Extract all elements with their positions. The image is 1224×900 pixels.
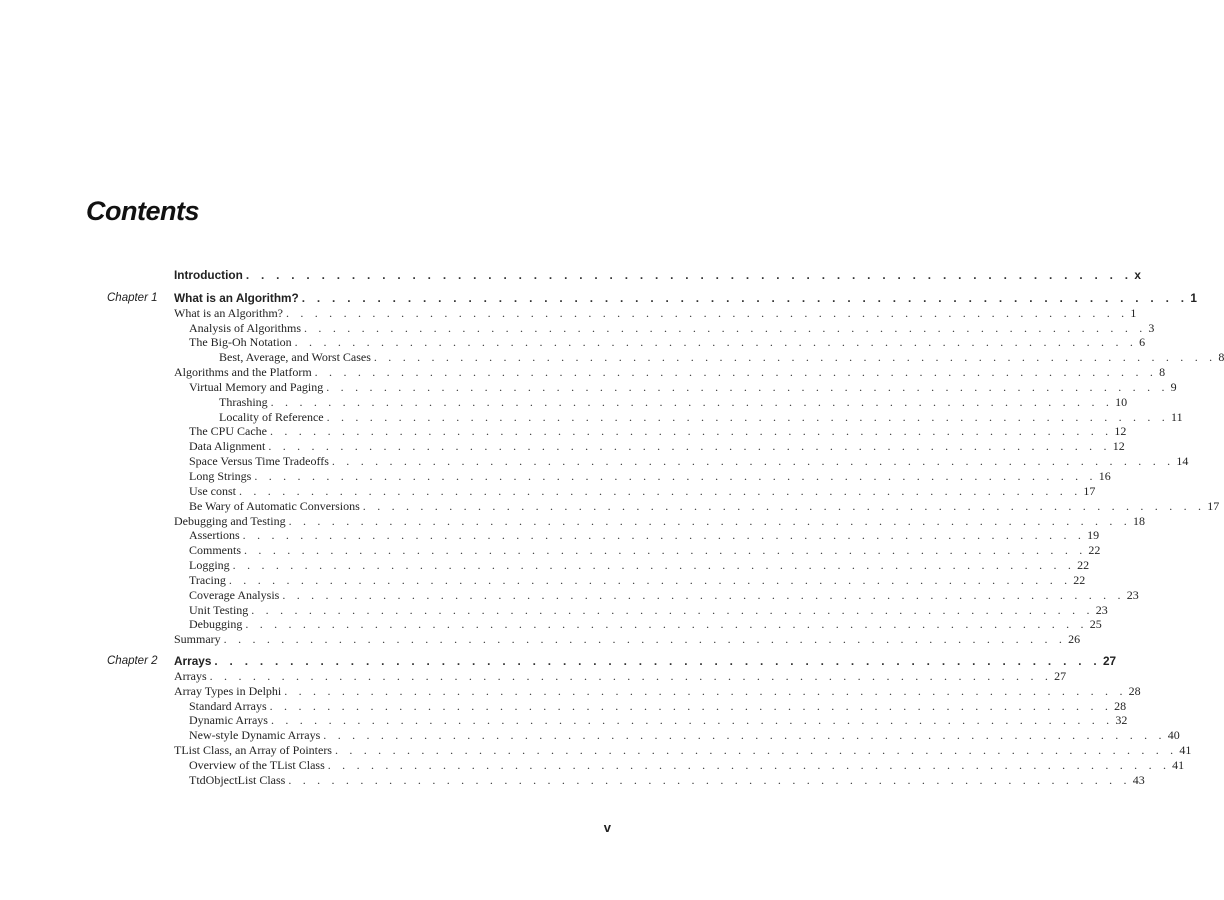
toc-entry-title: Algorithms and the Platform (174, 365, 312, 380)
dot-leader: . . . . . . . . . . . . . . . . . . . . . . . . . . . . . . . . . . . . . . . . . . . . . . . . . . . . . . . . . . . (251, 602, 1094, 617)
dot-leader: . . . . . . . . . . . . . . . . . . . . . . . . . . . . . . . . . . . . . . . . . . . . . . . . . . . . . . . . . . . (331, 454, 1175, 469)
toc-entry-title: TtdObjectList Class (189, 772, 286, 787)
page-number: v (603, 820, 611, 835)
dot-leader: . . . . . . . . . . . . . . . . . . . . . . . . . . . . . . . . . . . . . . . . . . . . . . . . . . . . . . . . . . . (323, 728, 1166, 743)
dot-leader: . . . . . . . . . . . . . . . . . . . . . . . . . . . . . . . . . . . . . . . . . . . . . . . . . . . . . . . . . . . (245, 617, 1088, 632)
dot-leader: . . . . . . . . . . . . . . . . . . . . . . . . . . . . . . . . . . . . . . . . . . . . . . . . . . . . . . . . . . . (288, 513, 1131, 528)
toc-entry-link[interactable] (189, 543, 1101, 558)
toc-row (0, 320, 1155, 336)
toc-row (0, 409, 1183, 425)
toc-entry-title: Be Wary of Automatic Conversions (189, 498, 360, 513)
toc-row (0, 394, 1128, 410)
toc-entry-link[interactable] (189, 728, 1180, 743)
dot-leader: . . . . . . . . . . . . . . . . . . . . . . . . . . . . . . . . . . . . . . . . . . . . . . . . . . . . . . . . . . . (228, 572, 1072, 587)
toc-entry-link[interactable] (219, 409, 1183, 425)
dot-leader: . . . . . . . . . . . . . . . . . . . . . . . . . . . . . . . . . . . . . . . . . . . . . . . . . . . . . . . . . . . (304, 320, 1147, 335)
toc-row (0, 743, 1192, 758)
toc-entry-title: Summary (174, 632, 221, 647)
toc-entry-title: Debugging (189, 617, 243, 632)
toc-row (0, 424, 1127, 439)
toc-row (0, 513, 1145, 529)
toc-entry-title: Locality of Reference (219, 409, 324, 424)
toc-row (0, 528, 1100, 543)
toc-entry-page: 19 (1087, 528, 1100, 543)
toc-entry-link[interactable] (219, 394, 1128, 410)
toc-entry-title: Coverage Analysis (189, 587, 280, 602)
toc-entry-title: Logging (189, 558, 230, 573)
toc-entry-link[interactable] (189, 698, 1127, 714)
toc-entry-page: 23 (1095, 602, 1108, 617)
toc-entry-page: 1 (1190, 290, 1197, 305)
dot-leader: . . . . . . . . . . . . . . . . . . . . . . . . . . . . . . . . . . . . . . . . . . . . . . . . . . . . . . . . . . . (294, 335, 1138, 350)
toc-entry-page: 11 (1171, 409, 1183, 424)
dot-leader: . . . . . . . . . . . . . . . . . . . . . . . . . . . . . . . . . . . . . . . . . . . . . . . . . . . . . . . . . . . (270, 713, 1114, 728)
dot-leader: . . . . . . . . . . . . . . . . . . . . . . . . . . . . . . . . . . . . . . . . . . . . . . . . . . . . . . . . . . . (326, 409, 1170, 424)
toc-entry-title: Dynamic Arrays (189, 713, 268, 728)
toc-entry-page: 41 (1179, 743, 1192, 758)
dot-leader: . . . . . . . . . . . . . . . . . . . . . . . . . . . . . . . . . . . . . . . . . . . . . . . . . . . . . . . . . . . (327, 758, 1171, 772)
dot-leader: . . . . . . . . . . . . . . . . . . . . . . . . . . . . . . . . . . . . . . . . . . . . . . . . . . . . . . . . . . . (214, 654, 1101, 669)
toc-entry-page: 32 (1115, 713, 1128, 728)
dot-leader: . . . . . . . . . . . . . . . . . . . . . . . . . . . . . . . . . . . . . . . . . . . . . . . . . . . . . . . . . . . (268, 439, 1111, 454)
toc-entry-link[interactable] (174, 268, 1141, 283)
toc-row (0, 543, 1101, 558)
toc-entry-title: TList Class, an Array of Pointers (174, 743, 332, 758)
toc-entry-link[interactable] (174, 683, 1141, 699)
toc-entry-link[interactable] (189, 772, 1145, 788)
dot-leader: . . . . . . . . . . . . . . . . . . . . . . . . . . . . . . . . . . . . . . . . . . . . . . . . . . . . . . . . . . . (244, 543, 1087, 558)
toc-entry-page: 22 (1088, 543, 1101, 558)
toc-entry-link[interactable] (189, 758, 1185, 773)
dot-leader: . . . . . . . . . . . . . . . . . . . . . . . . . . . . . . . . . . . . . . . . . . . . . . . . . . . . . . . . . . . (288, 772, 1131, 787)
toc-entry-title: Overview of the TList Class (189, 758, 325, 772)
toc-entry-link[interactable] (174, 513, 1145, 529)
toc-row (0, 758, 1185, 773)
toc-row (0, 698, 1127, 714)
toc-entry-page: 27 (1102, 654, 1117, 669)
toc-entry-link[interactable] (174, 632, 1081, 647)
toc-chapter-heading (0, 290, 1197, 306)
toc-entry-page: 8 (1218, 350, 1224, 365)
dot-leader: . . . . . . . . . . . . . . . . . . . . . . . . . . . . . . . . . . . . . . . . . . . . . . . . . . . . . . . . . . . (326, 379, 1169, 394)
toc-entry-title: Introduction (174, 268, 243, 282)
toc-entry-link[interactable] (189, 424, 1127, 439)
toc-entry-title: The Big-Oh Notation (189, 335, 292, 350)
toc-entry-link[interactable] (189, 454, 1189, 469)
toc-entry-link[interactable] (189, 713, 1128, 728)
toc-entry-link[interactable] (189, 335, 1146, 350)
dot-leader: . . . . . . . . . . . . . . . . . . . . . . . . . . . . . . . . . . . . . . . . . . . . . . . . . . . . . . . . . . . (314, 365, 1158, 380)
toc-entry-page: 17 (1083, 483, 1096, 498)
toc-entry-link[interactable] (189, 528, 1100, 543)
toc-entry-link[interactable] (189, 602, 1108, 618)
toc-entry-page: 12 (1112, 439, 1125, 454)
toc-introduction (0, 268, 1141, 283)
toc-entry-link[interactable] (189, 498, 1220, 514)
toc-entry-title: Unit Testing (189, 602, 249, 617)
toc-row (0, 335, 1146, 350)
toc-row (0, 587, 1139, 603)
toc-entry-page: 25 (1089, 617, 1102, 632)
toc-entry-link[interactable] (174, 668, 1067, 684)
toc-entry-page: 9 (1170, 379, 1177, 394)
toc-row (0, 668, 1067, 684)
toc-row (0, 772, 1145, 788)
toc-row (0, 683, 1141, 699)
toc-entry-page: 23 (1126, 587, 1139, 602)
dot-leader: . . . . . . . . . . . . . . . . . . . . . . . . . . . . . . . . . . . . . . . . . . . . . . . . . . . . . . . . . . . (239, 483, 1082, 498)
toc-entry-page: 3 (1148, 320, 1155, 335)
toc-row (0, 713, 1128, 728)
dot-leader: . . . . . . . . . . . . . . . . . . . . . . . . . . . . . . . . . . . . . . . . . . . . . . . . . . . . . . . . . . . (232, 558, 1076, 573)
toc-row (0, 365, 1166, 380)
toc-chapter-heading (0, 654, 1117, 669)
toc-entry-page: 28 (1128, 683, 1141, 698)
toc-entry-link[interactable] (189, 558, 1090, 573)
dot-leader: . . . . . . . . . . . . . . . . . . . . . . . . . . . . . . . . . . . . . . . . . . . . . . . . . . . . . . . . . . . (362, 498, 1206, 513)
toc-entry-page: 28 (1114, 698, 1127, 713)
page-title: Contents (86, 196, 199, 226)
toc-entry-link[interactable] (189, 439, 1125, 454)
toc-entry-link[interactable] (174, 290, 1197, 306)
chapter-label: Chapter 1 (107, 291, 158, 304)
dot-leader: . . . . . . . . . . . . . . . . . . . . . . . . . . . . . . . . . . . . . . . . . . . . . . . . . . . . . . . . . . . (209, 668, 1053, 683)
toc-entry-page: 22 (1073, 572, 1086, 587)
toc-row (0, 379, 1177, 395)
toc-entry-title: Arrays (174, 668, 207, 683)
dot-leader: . . . . . . . . . . . . . . . . . . . . . . . . . . . . . . . . . . . . . . . . . . . . . . . . . . . . . . . . . . . (334, 743, 1178, 758)
dot-leader: . . . . . . . . . . . . . . . . . . . . . . . . . . . . . . . . . . . . . . . . . . . . . . . . . . . . . . . . . . . (242, 528, 1086, 543)
toc-entry-title: Comments (189, 543, 242, 558)
toc-entry-title: Standard Arrays (189, 698, 267, 713)
toc-entry-title: New-style Dynamic Arrays (189, 728, 321, 743)
toc-entry-title: What is an Algorithm? (174, 290, 299, 305)
toc-entry-title: The CPU Cache (189, 424, 267, 439)
toc-entry-title: Arrays (174, 654, 212, 669)
toc-entry-page: 41 (1172, 758, 1185, 772)
table-of-contents (0, 268, 1224, 788)
dot-leader: . . . . . . . . . . . . . . . . . . . . . . . . . . . . . . . . . . . . . . . . . . . . . . . . . . . . . . . . . . . (285, 305, 1129, 320)
toc-entry-page: 26 (1068, 632, 1081, 647)
toc-row (0, 483, 1096, 499)
toc-entry-title: Long Strings (189, 468, 252, 483)
toc-entry-title: Use const (189, 483, 236, 498)
toc-row (0, 454, 1189, 469)
toc-entry-page: 12 (1114, 424, 1127, 439)
toc-entry-title: Tracing (189, 572, 226, 587)
toc-entry-link[interactable] (189, 572, 1086, 588)
dot-leader: . . . . . . . . . . . . . . . . . . . . . . . . . . . . . . . . . . . . . . . . . . . . . . . . . . . . . . . . . . . (282, 587, 1125, 602)
toc-entry-page: 18 (1133, 513, 1145, 528)
toc-entry-page: 27 (1054, 668, 1067, 683)
toc-entry-page: 10 (1115, 394, 1128, 409)
toc-entry-title: Assertions (189, 528, 240, 543)
dot-leader: . . . . . . . . . . . . . . . . . . . . . . . . . . . . . . . . . . . . . . . . . . . . . . . . . . . . . . . . . . . (223, 632, 1067, 647)
toc-row (0, 617, 1102, 632)
toc-entry-title: Virtual Memory and Paging (189, 379, 324, 394)
toc-row (0, 468, 1111, 484)
dot-leader: . . . . . . . . . . . . . . . . . . . . . . . . . . . . . . . . . . . . . . . . . . . . . . . . . . . . . . . . . . . (270, 394, 1114, 409)
dot-leader: . . . . . . . . . . . . . . . . . . . . . . . . . . . . . . . . . . . . . . . . . . . . . . . . . . . . . . . . . . . (269, 424, 1113, 439)
toc-entry-title: Data Alignment (189, 439, 266, 454)
toc-entry-page: 16 (1098, 468, 1111, 483)
toc-entry-title: Thrashing (219, 394, 268, 409)
toc-entry-page: 1 (1130, 305, 1137, 320)
toc-entry-link[interactable] (174, 654, 1117, 669)
toc-entry-link[interactable] (189, 483, 1096, 499)
toc-entry-link[interactable] (174, 365, 1166, 380)
toc-entry-title: Array Types in Delphi (174, 683, 282, 698)
toc-entry-page: x (1134, 268, 1141, 282)
toc-row (0, 602, 1108, 618)
toc-entry-link[interactable] (189, 379, 1177, 395)
toc-entry-link[interactable] (174, 305, 1137, 321)
toc-entry-page: 8 (1159, 365, 1166, 380)
toc-entry-link[interactable] (189, 587, 1139, 603)
toc-entry-page: 43 (1132, 772, 1145, 787)
toc-row (0, 350, 1224, 365)
dot-leader: . . . . . . . . . . . . . . . . . . . . . . . . . . . . . . . . . . . . . . . . . . . . . . . . . . . . . . . . . . . (254, 468, 1097, 483)
toc-entry-page: 40 (1167, 728, 1180, 743)
toc-row (0, 439, 1125, 454)
toc-entry-link[interactable] (189, 468, 1111, 484)
toc-entry-link[interactable] (174, 743, 1192, 758)
toc-row (0, 572, 1086, 588)
toc-row (0, 305, 1137, 321)
toc-entry-page: 14 (1176, 454, 1189, 469)
toc-entry-title: Space Versus Time Tradeoffs (189, 454, 329, 469)
toc-entry-title: Debugging and Testing (174, 513, 286, 528)
dot-leader: . . . . . . . . . . . . . . . . . . . . . . . . . . . . . . . . . . . . . . . . . . . . . . . . . . . . . . . . . . . (269, 698, 1113, 713)
toc-entry-title: Analysis of Algorithms (189, 320, 302, 335)
toc-entry-title: Best, Average, and Worst Cases (219, 350, 371, 365)
toc-entry-link[interactable] (219, 350, 1224, 365)
toc-row (0, 632, 1081, 647)
toc-row (0, 498, 1220, 514)
chapter-label: Chapter 2 (107, 655, 158, 668)
toc-entry-page: 6 (1139, 335, 1146, 350)
toc-row (0, 558, 1090, 573)
toc-entry-page: 17 (1207, 498, 1220, 513)
dot-leader: . . . . . . . . . . . . . . . . . . . . . . . . . . . . . . . . . . . . . . . . . . . . . . . . . . . . . . . . . . . (284, 683, 1127, 698)
toc-entry-title: What is an Algorithm? (174, 305, 283, 320)
toc-row (0, 728, 1180, 743)
toc-entry-page: 22 (1077, 558, 1090, 573)
toc-entry-link[interactable] (189, 617, 1102, 632)
dot-leader: . . . . . . . . . . . . . . . . . . . . . . . . . . . . . . . . . . . . . . . . . . . . . . . . . . . . . . . . . . . (245, 268, 1133, 282)
toc-entry-link[interactable] (189, 320, 1155, 336)
dot-leader: . . . . . . . . . . . . . . . . . . . . . . . . . . . . . . . . . . . . . . . . . . . . . . . . . . . . . . . . . . . (301, 290, 1189, 305)
dot-leader: . . . . . . . . . . . . . . . . . . . . . . . . . . . . . . . . . . . . . . . . . . . . . . . . . . . . . . . . . . . (373, 350, 1217, 365)
